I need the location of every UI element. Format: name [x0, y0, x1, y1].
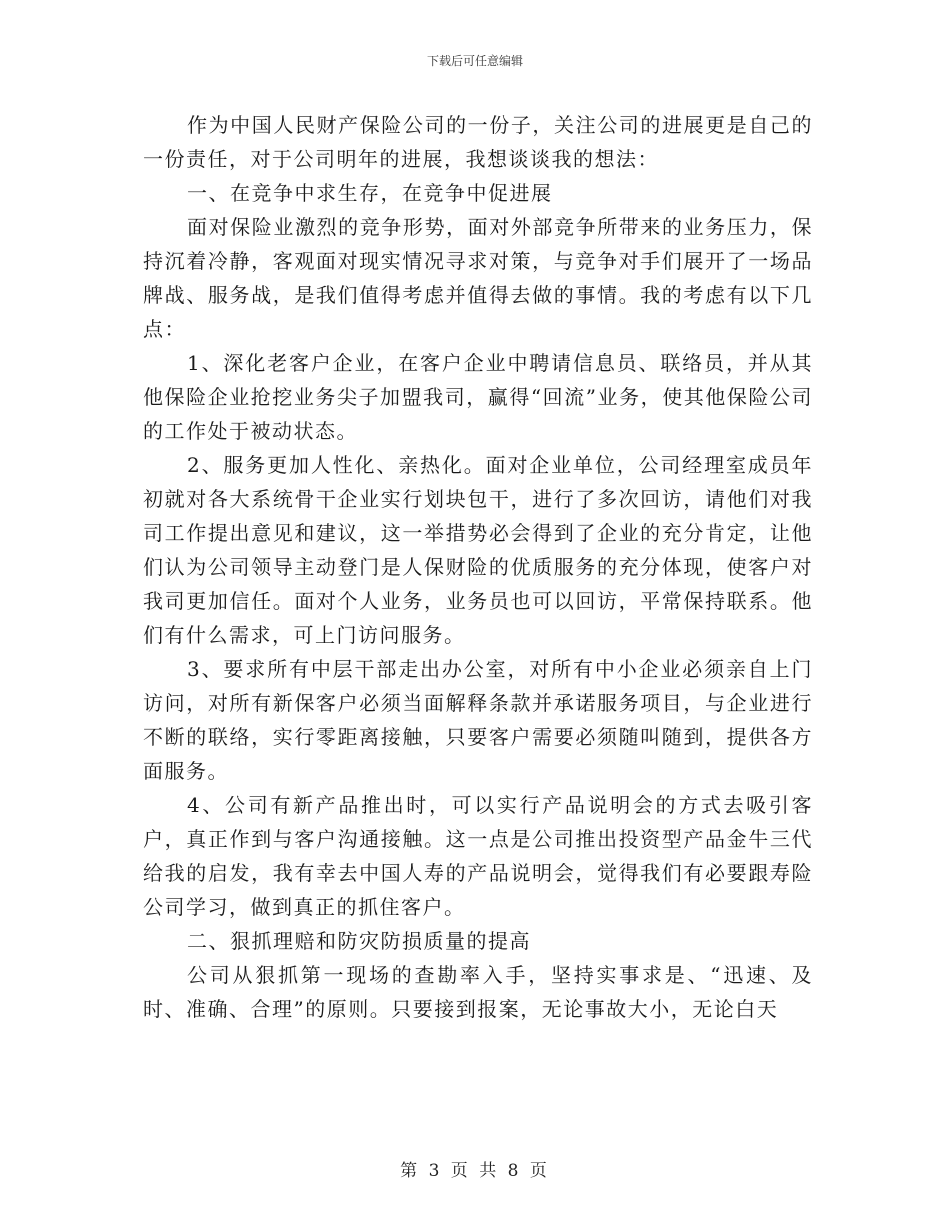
paragraph-point-3: 3、要求所有中层干部走出办公室，对所有中小企业必须亲自上门访问，对所有新保客户必须当面解释条款并承诺服务项目，与企业进行不断的联络，实行零距离接触，只要客户需要必须随叫随到，提供各方面服务。	[143, 657, 813, 783]
document-body	[143, 108, 813, 1026]
page-number: 第 3 页 共 8 页	[400, 1161, 550, 1181]
paragraph-intro: 作为中国人民财产保险公司的一份子，关注公司的进展更是自己的一份责任，对于公司明年的进展，我想谈谈我的想法：	[143, 113, 813, 171]
paragraph-point-4: 4、公司有新产品推出时，可以实行产品说明会的方式去吸引客户，真正作到与客户沟通接触。这一点是公司推出投资型产品金牛三代给我的启发，我有幸去中国人寿的产品说明会，觉得我们有必要跟寿险公司学习，做到真正的抓住客户。	[143, 793, 813, 919]
paragraph-point-2: 2、服务更加人性化、亲热化。面对企业单位，公司经理室成员年初就对各大系统骨干企业实行划块包干，进行了多次回访，请他们对我司工作提出意见和建议，这一举措势必会得到了企业的充分肯定，让他们认为公司领导主动登门是人保财险的优质服务的充分体现，使客户对我司更加信任。面对个人业务，业务员也可以回访，平常保持联系。他们有什么需求，可上门访问服务。	[143, 453, 813, 647]
page-header-note: 下载后可任意编辑	[426, 54, 523, 68]
section-heading-2: 二、狠抓理赔和防灾防损质量的提高	[187, 929, 531, 953]
paragraph-point-1: 1、深化老客户企业，在客户企业中聘请信息员、联络员，并从其他保险企业抢挖业务尖子加盟我司，赢得“回流”业务，使其他保险公司的工作处于被动状态。	[143, 351, 813, 443]
paragraph-claims: 公司从狠抓第一现场的查勘率入手，坚持实事求是、“迅速、及时、准确、合理”的原则。只要接到报案，无论事故大小，无论白天	[143, 963, 813, 1021]
paragraph-competition: 面对保险业激烈的竞争形势，面对外部竞争所带来的业务压力，保持沉着冷静，客观面对现实情况寻求对策，与竞争对手们展开了一场品牌战、服务战，是我们值得考虑并值得去做的事情。我的考虑有以下几点：	[143, 215, 813, 341]
section-heading-1: 一、在竞争中求生存，在竞争中促进展	[187, 181, 553, 205]
